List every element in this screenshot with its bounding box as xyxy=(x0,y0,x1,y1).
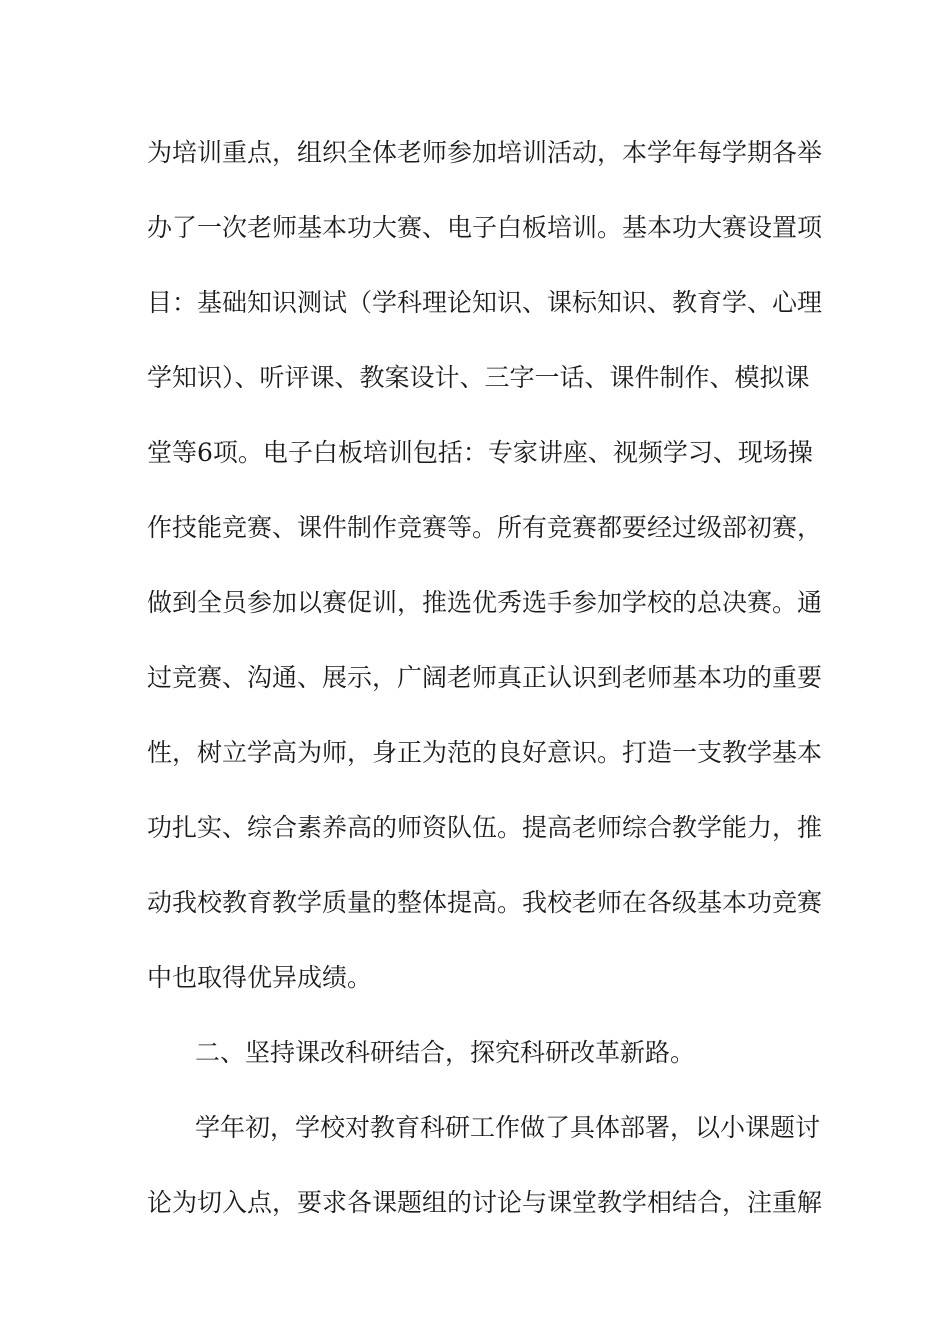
text-line: 为培训重点，组织全体老师参加培训活动，本学年每学期各举 xyxy=(147,138,823,167)
text-line: 作技能竞赛、课件制作竞赛等。所有竞赛都要经过级部初赛， xyxy=(147,513,823,542)
text-line: 过竞赛、沟通、展示，广阔老师真正认识到老师基本功的重要 xyxy=(147,663,823,692)
text-line: 堂等6项。电子白板培训包括：专家讲座、视频学习、现场操 xyxy=(147,438,813,467)
text-line: 动我校教育教学质量的整体提高。我校老师在各级基本功竞赛 xyxy=(147,888,823,917)
section-heading: 二、坚持课改科研结合，探究科研改革新路。 xyxy=(195,1038,696,1067)
text-line: 做到全员参加以赛促训，推选优秀选手参加学校的总决赛。通 xyxy=(147,588,823,617)
text-line: 学年初，学校对教育科研工作做了具体部署，以小课题讨 xyxy=(195,1113,821,1142)
text-line: 中也取得优异成绩。 xyxy=(147,963,373,992)
text-line: 目：基础知识测试（学科理论知识、课标知识、教育学、心理 xyxy=(147,288,823,317)
text-line: 学知识）、听评课、教案设计、三字一话、课件制作、模拟课 xyxy=(147,363,810,392)
text-line: 办了一次老师基本功大赛、电子白板培训。基本功大赛设置项 xyxy=(147,213,823,242)
text-line: 性，树立学高为师，身正为范的良好意识。打造一支教学基本 xyxy=(147,738,823,767)
text-line: 功扎实、综合素养高的师资队伍。提高老师综合教学能力，推 xyxy=(147,813,823,842)
text-line: 论为切入点，要求各课题组的讨论与课堂教学相结合，注重解 xyxy=(147,1188,823,1217)
